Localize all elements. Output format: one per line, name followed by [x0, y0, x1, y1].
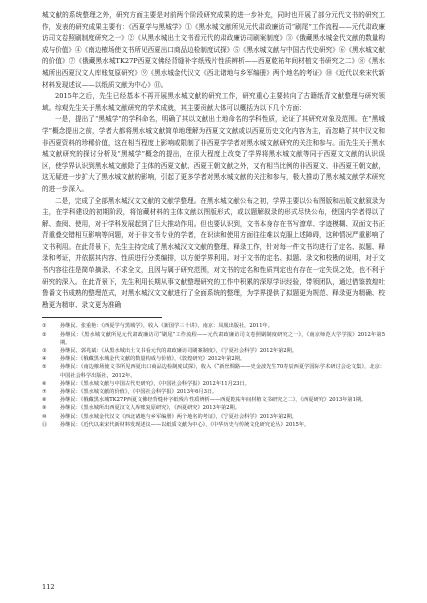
footnote-number: ⑦ [42, 389, 47, 396]
footnote [42, 404, 385, 412]
footnote [42, 363, 385, 379]
body-text [42, 10, 385, 311]
footnote-text: 孙继民、张重艳：《西夏学与黑城学》，收入《新国学三十讲》，南京：凤凰出版社，2011年。 [60, 323, 273, 330]
footnote-divider [42, 317, 162, 318]
footnote [42, 421, 385, 429]
footnote-text: 孙继民：《黑水城金代汉文《西北诸地与乡军编册》两个地名的考证》，《宁夏社会科学》2013年第2期。 [60, 413, 297, 420]
footnote-number: ⑥ [42, 380, 47, 387]
footnote-text: 孙继民：《黑水城文献的价值》，《中国社会科学报》2013年6月3日。 [60, 389, 218, 396]
page-number: 112 [42, 583, 55, 591]
paragraph-3: 一是，提出了“黑城学”的学科命名，明确了其以文献出土地命名的学科性质，论证了其研究对象及范围。在“黑城学”概念提出之前，学者大都将黑水城文献简单地理解为西夏文文献或以西夏历史文化内容为主，而忽略了其中汉文和非西夏资料的珍稀价值，这在相当程度上影响或限制了非西夏学学者对黑水城文献研究的关注和参与。而先生关于黑水城文献研究的探讨分析及“黑城学”概念的提出，在很大程度上改变了学界将黑水城文献等同于西夏文文献的认识误区，使学界认识到黑水城文献除了主体的西夏文献、西夏王朝文献之外，又有相当比例的非西夏文、非西夏王朝文献，这无疑进一步扩大了黑水城文献的影响，引起了更多学者对黑水城文献的关注和参与，极大推动了黑水城文献学术研究的进一步深入。 [42, 115, 385, 193]
footnote [42, 396, 385, 404]
footnote-number: ② [42, 331, 47, 338]
footnote-text: 孙继民：《黑水城文献所见元代肃政廉访司“刷尾”工作流程——元代肃政廉访司文卷照刷制度研究之一》，《南京师范大学学报》2012年第5期。 [60, 331, 385, 346]
footnote-text: 孙继民：《南边榷场使文书所见西夏出口商品边检制度试探》，收入《“新丝绸路——史金波先生70寿辰西夏学国际学术研讨会论文集》，北京：中国社会科学出版社，2012年。 [60, 364, 385, 379]
footnote-number: ④ [42, 356, 47, 363]
footnotes [42, 322, 385, 429]
footnote [42, 322, 385, 330]
footnote [42, 331, 385, 347]
footnote-text: 孙继民、郭兆斌：《从黑水城出土文书看元代的肃政廉访司刷案制度》，《宁夏社会科学》2012年第2期。 [60, 348, 297, 355]
footnote [42, 355, 385, 363]
paragraph-2: 2015年之后，先生已经基本不再开展黑水城文献的研究工作，研究重心主要转向了古籍纸背文献整理与研究领域。综观先生关于黑水城文献研究的学术成就，其主要贡献大体可以概括为以下几个方面： [42, 92, 385, 112]
footnote-text: 孙继民：《俄藏黑水城金代文献的数量构成与价值》，《敦煌研究》2012年第2期。 [60, 356, 246, 363]
paragraph-4: 二是，完成了全部黑水城汉文文献的文献学整理。在黑水城文献公布之初，学界主要以公布图版和出版文献叙录为主，在学科建设的初期阶段，将馆藏材料的主体文献以图版形式，或以题解叙录的形式尽快公布，使国内学者得以了解、查阅、使用，对于学科发展起到了巨大推动作用。但也要认识到，文书本身存在书写潦草、字迹模糊、双面文书正背重叠交错相互影响等问题，对于非文书专业的学者，在识读和使用方面往往难以克服上述障碍，这种情况严重影响了文书利用。在此背景下，先生主持完成了黑水城汉文文献的整理、释录工作，针对每一件文书均进行了定名、拟题、释录和考证，并依据其内容、性质进行分类编排，以方便学界利用。对于文书的定名、拟题、录文和校勘的说明，对于文书内容往往是简单摘录、不求全文，且因与属于研究范围，对文书的定名和性质判定也有存在一定失误之处，也不利于研究的深入。在此背景下，先生利用长期从事文献整理研究的工作中积累的深厚学识经验，带领团队，通过借鉴敦煌吐鲁番文书成熟的整理范式，对黑水城汉文文献进行了全面系统的整理，为学界提供了拟题更为规范、释录更为精确、校勘更为精审、录文更为准确 [42, 196, 385, 309]
footnote-number: ⑪ [42, 421, 48, 428]
footnote [42, 347, 385, 355]
footnote [42, 380, 385, 388]
footnote-number: ⑨ [42, 405, 47, 412]
footnote-text: 孙继民：《黑水城所出西夏汉文人库账复原研究》，《西夏研究》2013年第2期。 [60, 405, 240, 412]
footnote-number: ⑧ [42, 397, 47, 404]
footnote-number: ① [42, 323, 47, 330]
footnote [42, 388, 385, 396]
paragraph-1: 城文献的系统整理之外，研究方面主要是对前两个阶段研究成果的进一步补充，同时也开展了部分元代文书的研究工作，发表的研究成果主要有：《西夏学与黑城学》①《黑水城文献所见元代肃政廉访司“刷尾”工作流程——元代肃政廉访司文卷照刷制度研究之一》②《从黑水城出土文书看元代的肃政廉访司刷案制度》③《俄藏黑水城金代文献的数量构成与价值》④《南边榷场使文书所见西夏出口商品边检制度试探》⑤《黑水城文献与中国古代史研究》⑥《黑水城文献的价值》⑦《俄藏黑水城TK27P西夏文佛经背缝补字纸残片性质辨析——西夏乾祐年间材植文书研究之二》⑧《黑水城所出西夏汉文人库账复原研究》⑨《黑水城金代汉文《西北诸地与乡军编册》两个地名的考证》⑩《近代以来宋代新材料发现述议——以纸质文献为中心》⑪。 [42, 11, 385, 89]
footnote-text: 孙继民：《黑水城文献与中国古代史研究》，《中国社会科学报》2012年11月23日。 [60, 380, 250, 387]
footnote-number: ⑤ [42, 364, 47, 371]
footnote-number: ③ [42, 348, 47, 355]
footnote-number: ⑩ [42, 413, 47, 420]
footnote-text: 孙继民：《俄藏黑水城TK27P西夏文佛经背缝补字纸残片性质辨析——西夏乾祐年间材植文书研究之二》，《西夏研究》2013年第1期。 [60, 397, 367, 404]
footnote-text: 孙继民：《近代以来宋代新材料发现述议——以纸质文献为中心》，《中华历史与传统文化研究论丛》2015年。 [60, 421, 310, 428]
footnote [42, 413, 385, 421]
